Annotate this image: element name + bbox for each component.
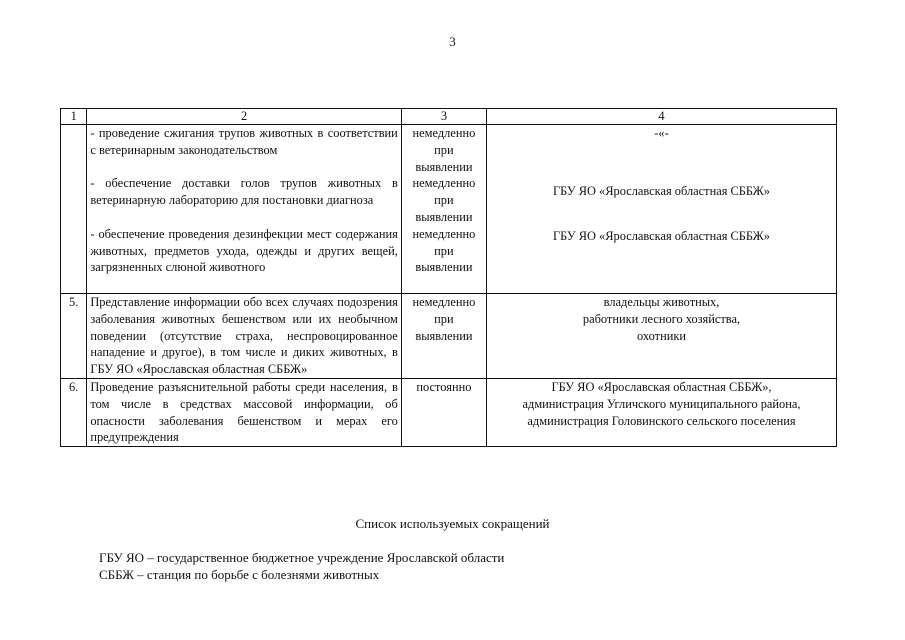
page-number: 3 [449,34,456,49]
row-number-empty [61,125,87,294]
measures-table [60,108,837,447]
measure-cell-5: Представление информации обо всех случаях подозрения заболевания животных бешенством или их необычном поведении (отсутствие страха, неспровоцированное нападение и другое), в том числе и диких животных, в ГБУ ЯО «Ярославская областная СББЖ» [87,293,401,378]
row-number-6: 6. [61,378,87,446]
abbreviation-item: ГБУ ЯО – государственное бюджетное учреждение Ярославской области [99,550,505,565]
header-cell-1: 1 [61,109,87,125]
measure-cell-6: Проведение разъяснительной работы среди населения, в том числе в средствах массовой информации, об опасности заболевания бешенством и мерах его предупреждения [87,378,401,446]
responsible-line: владельцы животных, [603,294,720,309]
table-row-6 [61,378,837,446]
header-cell-4: 4 [487,109,837,125]
responsible-item-ditto: -«- [654,126,669,140]
table-row-continuation [61,125,837,294]
abbreviations-list [99,549,504,583]
responsible-cell [487,125,837,294]
measure-item-cremation: - проведение сжигания трупов животных в соответствии с ветеринарным законодательством [90,126,398,157]
term-cell-6: постоянно [401,378,486,446]
responsible-item-2: ГБУ ЯО «Ярославская областная СББЖ» [553,184,770,199]
responsible-line: администрация Головинского сельского поселения [527,413,796,428]
responsible-line: администрация Угличского муниципального района, [522,396,801,411]
responsible-line: работники лесного хозяйства, [582,311,741,326]
header-cell-3: 3 [401,109,486,125]
responsible-item-3: ГБУ ЯО «Ярославская областная СББЖ» [553,228,770,243]
term-cell-5: немедленно при выявлении [401,293,486,378]
term-item-2: немедленно при выявлении [412,176,476,224]
measure-item-disinfection: - обеспечение проведения дезинфекции мест содержания животных, предметов ухода, одежды и других вещей, загрязненных слюной животного [90,226,398,275]
term-item-3: немедленно при выявлении [412,226,476,275]
table-row-5 [61,293,837,378]
responsible-line: охотники [637,328,686,343]
responsible-cell-6 [487,378,837,446]
responsible-cell-5 [487,293,837,378]
header-cell-2: 2 [87,109,401,125]
term-cell [401,125,486,294]
responsible-line: ГБУ ЯО «Ярославская областная СББЖ», [551,379,772,394]
measure-cell [87,125,401,294]
row-number-5: 5. [61,293,87,378]
abbreviation-item: СББЖ – станция по борьбе с болезнями животных [99,567,380,582]
measure-item-delivery: - обеспечение доставки голов трупов животных в ветеринарную лабораторию для постановки диагноза [90,176,398,208]
term-item-1: немедленно при выявлении [412,126,476,174]
abbreviations-title: Список используемых сокращений [355,516,550,531]
table-header-row [61,109,837,125]
